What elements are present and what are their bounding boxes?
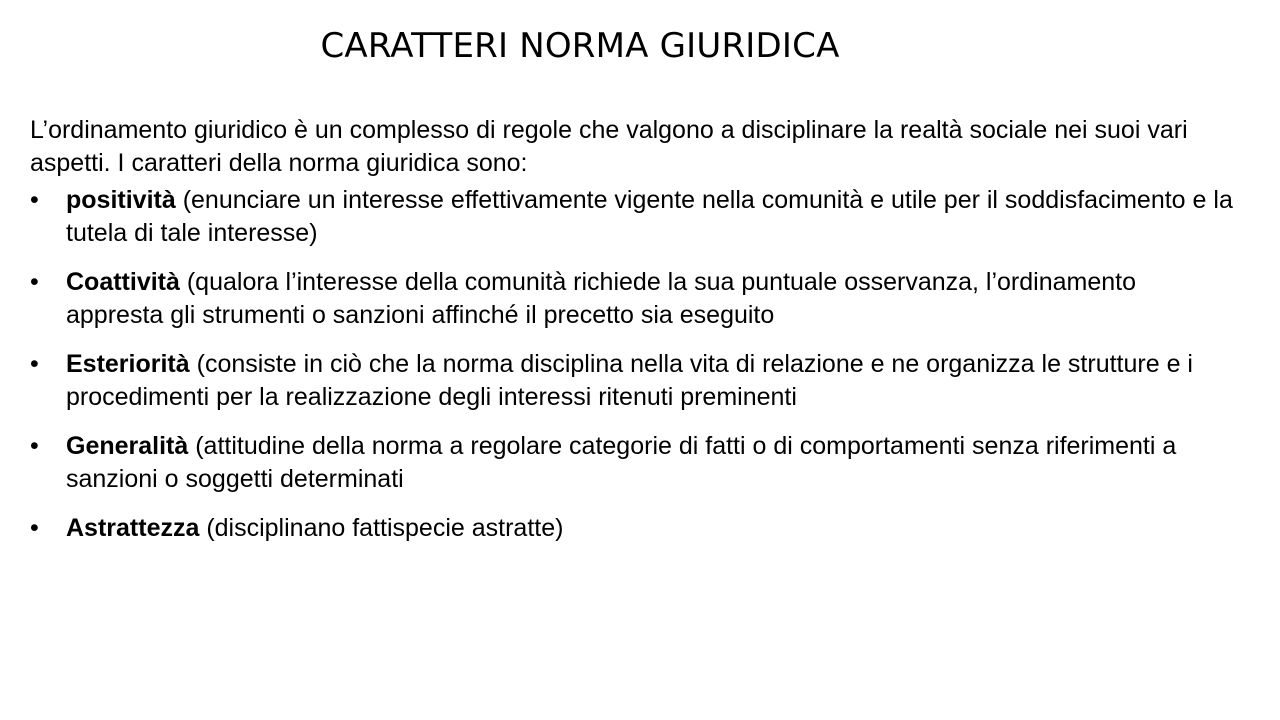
item-term: Esteriorità [66, 350, 190, 378]
bullet-icon: • [30, 350, 39, 378]
item-description: (attitudine della norma a regolare categorie di fatti o di comportamenti senza riferimenti a sanzioni o soggetti determinati [66, 432, 1177, 493]
bullet-icon: • [30, 268, 39, 296]
item-term: positività [66, 186, 176, 214]
item-term: Coattività [66, 268, 180, 296]
list-item-astrattezza [30, 512, 1240, 545]
list-item-generalita [30, 430, 1240, 496]
item-description: (disciplinano fattispecie astratte) [199, 514, 564, 542]
item-term: Astrattezza [66, 514, 200, 542]
slide-title: CARATTERI NORMA GIURIDICA [320, 26, 840, 66]
item-description: (consiste in ciò che la norma disciplina nella vita di relazione e ne organizza le strutture e i procedimenti per la realizzazione degli interessi ritenuti preminenti [66, 350, 1193, 411]
bullet-icon: • [30, 514, 39, 542]
item-description: (qualora l’interesse della comunità richiede la sua puntuale osservanza, l’ordinamento appresta gli strumenti o sanzioni affinché il precetto sia eseguito [66, 268, 1137, 329]
list-item-coattivita [30, 266, 1240, 332]
intro-paragraph: L’ordinamento giuridico è un complesso di regole che valgono a disciplinare la realtà sociale nei suoi vari aspetti. I caratteri della norma giuridica sono: [30, 116, 1188, 177]
characteristics-list [30, 184, 1240, 545]
list-item-esteriorita [30, 348, 1240, 414]
item-description: (enunciare un interesse effettivamente vigente nella comunità e utile per il soddisfacimento e la tutela di tale interesse) [66, 186, 1233, 247]
list-item-positivita [30, 184, 1240, 250]
bullet-icon: • [30, 432, 39, 460]
bullet-icon: • [30, 186, 39, 214]
item-term: Generalità [66, 432, 189, 460]
slide-body [30, 114, 1240, 545]
